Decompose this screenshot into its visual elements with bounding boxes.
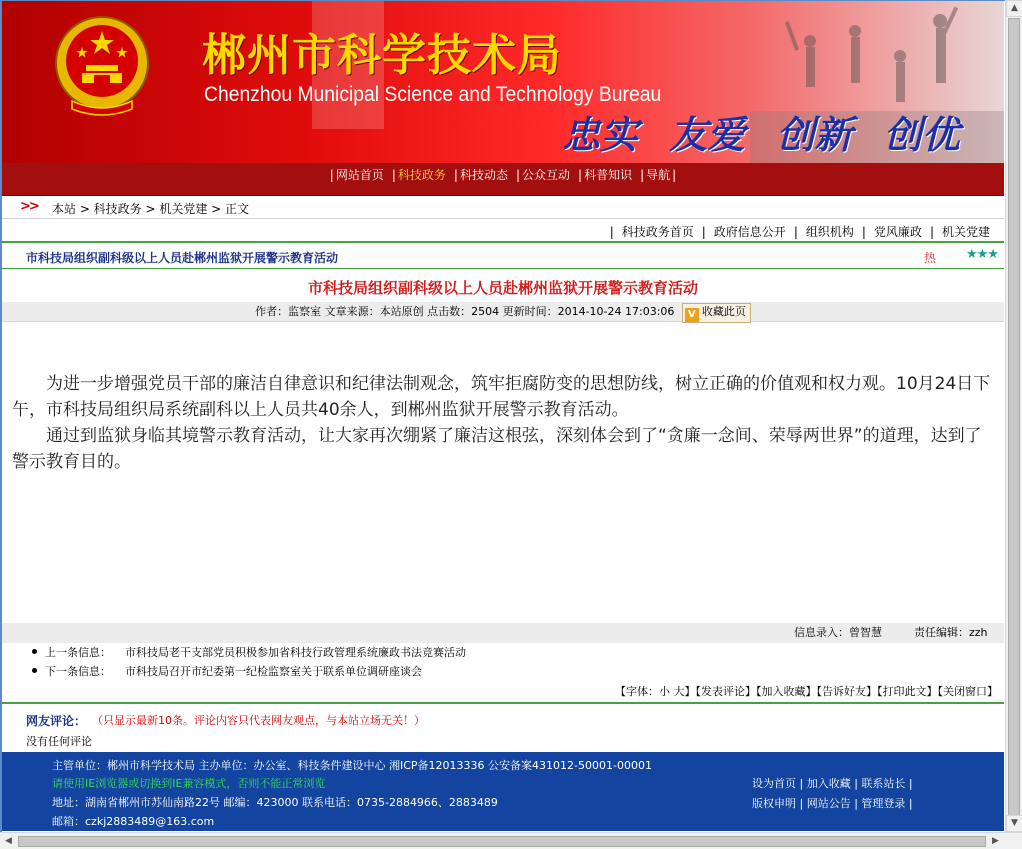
title-bar-text: 市科技局组织副科级以上人员赴郴州监狱开展警示教育活动 (26, 251, 339, 265)
next-link[interactable]: 市科技局召开市纪委第一纪检监察室关于联系单位调研座谈会 (125, 665, 422, 678)
sub-nav-separator: | (929, 225, 934, 239)
hot-icon: 热 (924, 251, 937, 265)
sub-nav-item[interactable]: 政府信息公开 (713, 225, 786, 239)
main-nav-item (325, 167, 387, 183)
vertical-scroll-thumb[interactable] (1008, 18, 1020, 818)
breadcrumb[interactable]: 本站 > 科技政务 > 机关党建 > 正文 (52, 202, 250, 216)
article-paragraph: 为进一步增强党员干部的廉洁自律意识和纪律法制观念，筑牢拒腐防变的思想防线，树立正确的价值观和权力观。10月24日下午，市科技局组织局系统副科以上人员共40余人，到郴州监狱开展警示教育活动。 (12, 374, 991, 420)
favorite-label: 收藏此页 (701, 305, 746, 318)
scroll-left-icon[interactable]: ◀ (5, 836, 12, 846)
site-banner (2, 1, 1004, 163)
main-nav-item (573, 167, 635, 183)
footer-line-address: 地址：湖南省郴州市苏仙南路22号 邮编：423000 联系电话：0735-2884966、2883489 (52, 796, 498, 809)
footer-line-sponsor: 主管单位：郴州市科学技术局 主办单位：办公室、科技条件建设中心 湘ICP备12013336 公安备案431012-50001-00001 (52, 759, 652, 772)
breadcrumb-arrow-icon: >> (20, 199, 38, 214)
comments-title: 网友评论： (26, 714, 87, 728)
vertical-scrollbar[interactable] (1005, 0, 1022, 832)
next-label: 下一条信息： (45, 665, 111, 678)
comments-note: （只显示最新10条。评论内容只代表网友观点，与本站立场无关！） (92, 714, 425, 727)
nav-separator: | (391, 168, 396, 182)
article-title: 市科技局组织副科级以上人员赴郴州监狱开展警示教育活动 (307, 279, 698, 297)
footer-line-email: 邮箱：czkj2883489@163.com (52, 815, 215, 828)
article-meta-text: 作者：监察室 文章来源：本站原创 点击数：2504 更新时间：2014-10-24 17:03:06 (255, 305, 675, 318)
banner-subtitle: Chenzhou Municipal Science and Technology Bureau (204, 83, 662, 106)
scroll-right-icon[interactable]: ▶ (992, 836, 999, 846)
prev-next-list (32, 643, 466, 681)
favorite-button[interactable] (682, 303, 751, 323)
rating-stars-icon: ★★★ (966, 247, 998, 262)
main-nav (2, 163, 1004, 196)
sub-nav-item[interactable]: 科技政务首页 (621, 225, 694, 239)
sub-nav (606, 223, 994, 240)
sub-nav-separator: | (701, 225, 706, 239)
main-nav-link[interactable]: 导航 (646, 168, 671, 182)
article-meta (2, 302, 1004, 322)
prev-item (32, 643, 466, 662)
responsible-editor: 责任编辑：zzh (914, 626, 988, 639)
article-paragraph: 通过到监狱身临其境警示教育活动，让大家再次绷紧了廉洁这根弦，深刻体会到了“贪廉一念间、荣辱两世界”的道理，达到了警示教育目的。 (12, 426, 982, 472)
comments-section (2, 702, 1004, 752)
footer-browser-warning: 请使用IE浏览器或切换到IE兼容模式，否则不能正常浏览 (52, 777, 326, 790)
national-emblem-icon (52, 11, 152, 121)
page (2, 1, 1004, 831)
main-nav-list (325, 167, 681, 183)
scroll-down-icon[interactable]: ▼ (1006, 815, 1022, 832)
next-item (32, 662, 466, 681)
scroll-up-icon[interactable]: ▲ (1006, 0, 1022, 17)
main-nav-item (635, 167, 681, 183)
favorite-icon: V (685, 308, 699, 322)
sub-nav-item[interactable]: 组织机构 (805, 225, 854, 239)
sub-nav-separator: | (793, 225, 798, 239)
horizontal-scrollbar[interactable] (0, 832, 1022, 849)
nav-separator: | (453, 168, 458, 182)
recorder-row (2, 623, 1004, 643)
footer-links-row2[interactable]: 版权申明 | 网站公告 | 管理登录 | (752, 797, 913, 810)
main-nav-link[interactable]: 科技政务 (397, 168, 446, 182)
banner-title: 郴州市科学技术局 (202, 30, 562, 81)
horizontal-scroll-thumb[interactable] (18, 836, 986, 847)
bullet-icon (32, 649, 37, 654)
main-nav-link[interactable]: 科普知识 (584, 168, 633, 182)
footer-links (752, 774, 913, 814)
sub-nav-separator: | (861, 225, 866, 239)
nav-separator: | (672, 168, 677, 182)
sub-nav-item[interactable]: 机关党建 (941, 225, 990, 239)
info-entry: 信息录入：曾智慧 (794, 626, 882, 639)
footer-links-row1[interactable]: 设为首页 | 加入收藏 | 联系站长 | (752, 777, 913, 790)
comments-empty: 没有任何评论 (26, 735, 92, 748)
nav-separator: | (515, 168, 521, 182)
nav-separator: | (329, 168, 334, 182)
nav-separator: | (640, 168, 645, 182)
article-tools[interactable]: 【字体：小 大】【发表评论】【加入收藏】【告诉好友】【打印此文】【关闭窗口】 (615, 685, 998, 698)
main-nav-item (387, 167, 449, 183)
sub-nav-item[interactable]: 党风廉政 (873, 225, 922, 239)
main-nav-item (511, 167, 573, 183)
banner-slogan: 忠实 友爱 创新 创优 (562, 113, 960, 157)
main-nav-link[interactable]: 公众互动 (522, 168, 571, 182)
prev-link[interactable]: 市科技局老干支部党员积极参加省科技行政管理系统廉政书法竞赛活动 (125, 646, 466, 659)
main-nav-item (449, 167, 511, 183)
bullet-icon (32, 668, 37, 673)
main-nav-link[interactable]: 网站首页 (335, 168, 384, 182)
nav-separator: | (578, 168, 583, 182)
prev-label: 上一条信息： (45, 646, 111, 659)
article-body (12, 371, 992, 475)
article-title-bar (2, 241, 1004, 269)
sub-nav-separator: | (609, 225, 614, 239)
site-footer (2, 752, 1004, 831)
main-nav-link[interactable]: 科技动态 (459, 168, 508, 182)
breadcrumb-bar (2, 197, 1004, 219)
